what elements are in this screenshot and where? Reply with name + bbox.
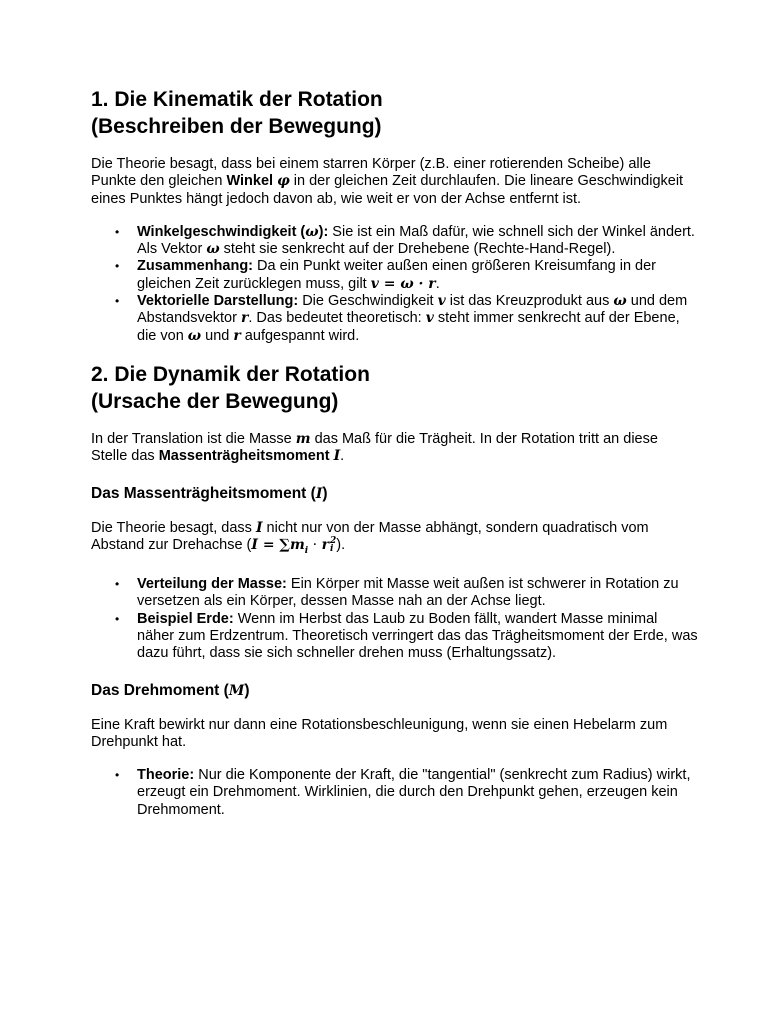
massentraegheitsmoment-bullet-list (91, 576, 698, 662)
text-run: ist das Kreuzprodukt aus (445, 293, 614, 310)
text-run: Wenn im Herbst das Laub zu Boden fällt, wandert Masse minimal näher zum Erdzentrum. Theoretisch verringert das das Trägheitsmoment der Erde, was dazu führt, dass sie sich schneller drehen muss (Erhaltungssatz). (137, 610, 698, 662)
symbol-r: r (240, 310, 249, 327)
text-run: . (435, 275, 440, 292)
text-run: Die Geschwindigkeit (298, 293, 438, 310)
list-item (115, 576, 698, 611)
bold-term: Zusammenhang: (137, 258, 254, 275)
text-run: in der gleichen Zeit durchlaufen. Die lineare Geschwindigkeit eines Punktes hängt jedoch davon ab, wie weit er von der Achse entfernt ist. (91, 173, 684, 207)
massentraegheitsmoment-paragraph (91, 520, 698, 560)
list-item (115, 223, 698, 259)
text-run: In der Translation ist die Masse (91, 430, 296, 447)
list-item (115, 258, 698, 293)
section2-title-line1: 2. Die Dynamik der Rotation (91, 362, 370, 386)
symbol-r: r (233, 327, 241, 344)
symbol-m: m (295, 430, 311, 447)
formula: I = ∑ (251, 536, 290, 553)
section1-intro (91, 156, 698, 208)
text-run: Sie ist ein Maß dafür, wie schnell sich der Winkel ändert. Als Vektor (137, 223, 695, 258)
formula-superscript: 2 (329, 536, 337, 547)
bold-term: Winkelgeschwindigkeit ( (137, 223, 306, 240)
formula-subscript: i (329, 544, 334, 555)
text-run: aufgespannt wird. (240, 327, 360, 344)
text-run: Da ein Punkt weiter außen einen größeren Kreisumfang in der gleichen Zeit zurücklegen muss, gilt (137, 258, 657, 292)
bullet-icon: • (115, 224, 120, 239)
text-run: Die Theorie besagt, dass bei einem starren Körper (z.B. einer rotierenden Scheibe) alle Punkte den gleichen (91, 156, 651, 190)
symbol-omega: ω (206, 241, 220, 258)
section1-title-line2: (Beschreiben der Bewegung) (91, 115, 382, 138)
text-run: ). (336, 536, 346, 553)
section1-heading (91, 86, 698, 140)
bold-term: Theorie: (137, 767, 195, 784)
section1-title-line1: 1. Die Kinematik der Rotation (91, 88, 383, 111)
section1-bullet-list (91, 224, 698, 345)
bold-term: Beispiel Erde: (137, 610, 234, 627)
symbol-i: I (315, 485, 323, 502)
bold-term: Verteilung der Masse: (137, 576, 287, 593)
drehmoment-bullet-list (91, 767, 698, 819)
subheading-massentraegheitsmoment (91, 484, 698, 504)
subheading-drehmoment (91, 681, 698, 701)
symbol-v: v (425, 310, 434, 327)
formula: v = ω · r (370, 275, 436, 292)
section2-heading (91, 361, 698, 415)
text-run: das Maß für die Trägheit. In der Rotation tritt an diese Stelle das (91, 430, 658, 465)
symbol-i: I (333, 448, 341, 465)
formula: r (321, 536, 329, 553)
symbol-omega: ω (187, 327, 202, 344)
text-run: und dem Abstandsvektor (137, 293, 688, 327)
text-run: steht sie senkrecht auf der Drehebene (Rechte-Hand-Regel). (219, 241, 616, 258)
text-run: steht immer senkrecht auf der Ebene, die von (137, 310, 680, 344)
symbol-v: v (437, 293, 446, 310)
text-run: nicht nur von der Masse abhängt, sondern quadratisch vom Abstand zur Drehachse ( (91, 519, 649, 553)
bullet-icon: • (115, 294, 120, 309)
symbol-m: M (228, 682, 245, 699)
text-run: und (201, 327, 234, 344)
bullet-icon: • (115, 611, 120, 626)
symbol-i: I (255, 519, 263, 536)
formula: m (289, 536, 305, 553)
subheading-text: Das Massenträgheitsmoment ( (91, 484, 316, 502)
bold-term: Massenträgheitsmoment (158, 448, 330, 465)
subheading-text: ) (244, 681, 250, 699)
symbol-omega: ω (305, 223, 319, 240)
bullet-icon: • (115, 259, 120, 274)
text-run: . (340, 448, 345, 465)
subheading-text: ) (322, 484, 328, 502)
drehmoment-paragraph: Eine Kraft bewirkt nur dann eine Rotationsbeschleunigung, wenn sie einen Hebelarm zum Drehpunkt hat. (91, 716, 668, 750)
list-item (115, 767, 698, 819)
symbol-omega: ω (613, 293, 627, 310)
list-item (115, 610, 698, 663)
subheading-text: Das Drehmoment ( (91, 681, 229, 699)
bullet-icon: • (115, 577, 120, 592)
section2-intro (91, 431, 698, 466)
formula: · (308, 536, 322, 553)
text-run: Nur die Komponente der Kraft, die "tangential" (senkrecht zum Radius) wirkt, erzeugt ein Drehmoment. Wirklinien, die durch den Drehpunkt gehen, erzeugen kein Drehmoment. (137, 767, 691, 818)
bullet-icon: • (115, 768, 120, 783)
bold-term: Winkel (226, 173, 274, 190)
text-run: . Das bedeutet theoretisch: (248, 310, 426, 327)
section2-title-line2: (Ursache der Bewegung) (91, 389, 339, 413)
text-run: Die Theorie besagt, dass (91, 519, 256, 536)
bold-term: ): (318, 223, 329, 240)
text-run: Ein Körper mit Masse weit außen ist schwerer in Rotation zu versetzen als ein Körper, dessen Masse nah an der Achse liegt. (137, 576, 679, 610)
formula-subscript: i (304, 545, 309, 556)
symbol-phi: φ (277, 173, 290, 190)
list-item (115, 293, 698, 345)
bold-term: Vektorielle Darstellung: (137, 293, 299, 310)
